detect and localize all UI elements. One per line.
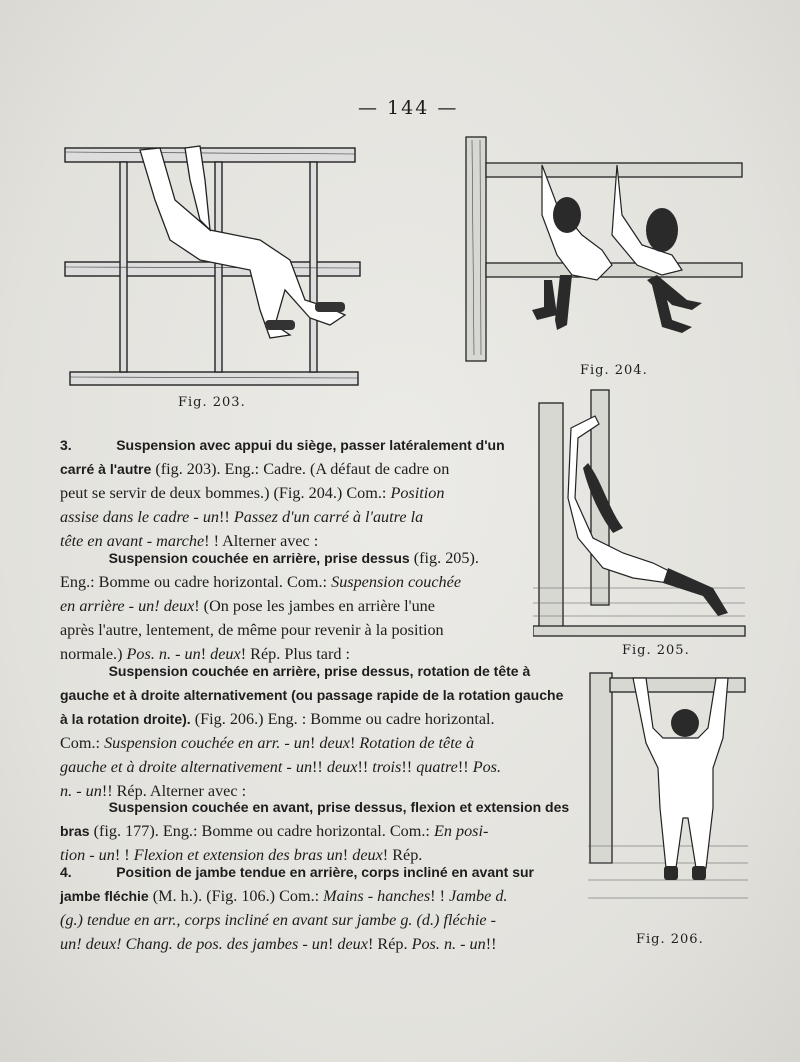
paragraph-4: 4. Position de jambe tendue en arrière, corps incliné en avant sur jambe fléchie (M. h.). (Fig. 106.) Com.: Mains - hanches! ! Jambe d. (g.) tendue en arr., corps incliné en avant sur jambe g. (d.) fléchie - un! deux! Chang. de pos. des jambes - un! deux! Rép. Pos. n. - un!!: [60, 864, 534, 953]
figure-203-illustration: [60, 140, 365, 390]
figure-204-illustration: [462, 135, 747, 363]
section-number: 3.: [60, 437, 72, 453]
figure-205-caption: Fig. 205.: [622, 643, 690, 658]
paragraph-flexion-bras: Suspension couchée en avant, prise dessus, flexion et extension des bras (fig. 177). Eng.: Bomme ou cadre horizontal. Com.: En posi- tion - un! ! Flexion et extension des bras un! deux! Rép.: [60, 799, 570, 864]
figure-203-caption: Fig. 203.: [178, 395, 246, 410]
page-number: — 144 —: [358, 97, 459, 119]
figure-205-illustration: [533, 388, 748, 638]
figure-206-caption: Fig. 206.: [636, 932, 704, 947]
paragraph-3: 3. Suspension avec appui du siège, passer latéralement d'un carré à l'autre (fig. 203). Eng.: Cadre. (A défaut de cadre on peut se servir de deux bommes.) (Fig. 204.) Com.: Position assise dans le cadre - un!! Passez d'un carré à l'autre la tête en avant - marche! ! Alterner avec :: [60, 437, 505, 550]
paragraph-rotation-tete: Suspension couchée en arrière, prise dessus, rotation de tête à gauche et à droite alternativement (ou passage rapide de la rotation gauche à la rotation droite). (Fig. 206.) Eng. : Bomme ou cadre horizontal. Com.: Suspension couchée en arr. - un! deux! Rotation de tête à gauche et à droite alternativement - un!! deux!! trois!! quatre!! Pos. n. - un!! Rép. Alterner avec :: [60, 663, 564, 800]
figure-206-illustration: [588, 668, 748, 930]
section-number: 4.: [60, 864, 72, 880]
paragraph-suspension-arriere: Suspension couchée en arrière, prise dessus (fig. 205). Eng.: Bomme ou cadre horizontal. Com.: Suspension couchée en arrière - un! deux! (On pose les jambes en arrière l'une après l'autre, lentement, de même pour revenir à la position normale.) Pos. n. - un! deux! Rép. Plus tard :: [60, 549, 479, 663]
figure-204-caption: Fig. 204.: [580, 363, 648, 378]
